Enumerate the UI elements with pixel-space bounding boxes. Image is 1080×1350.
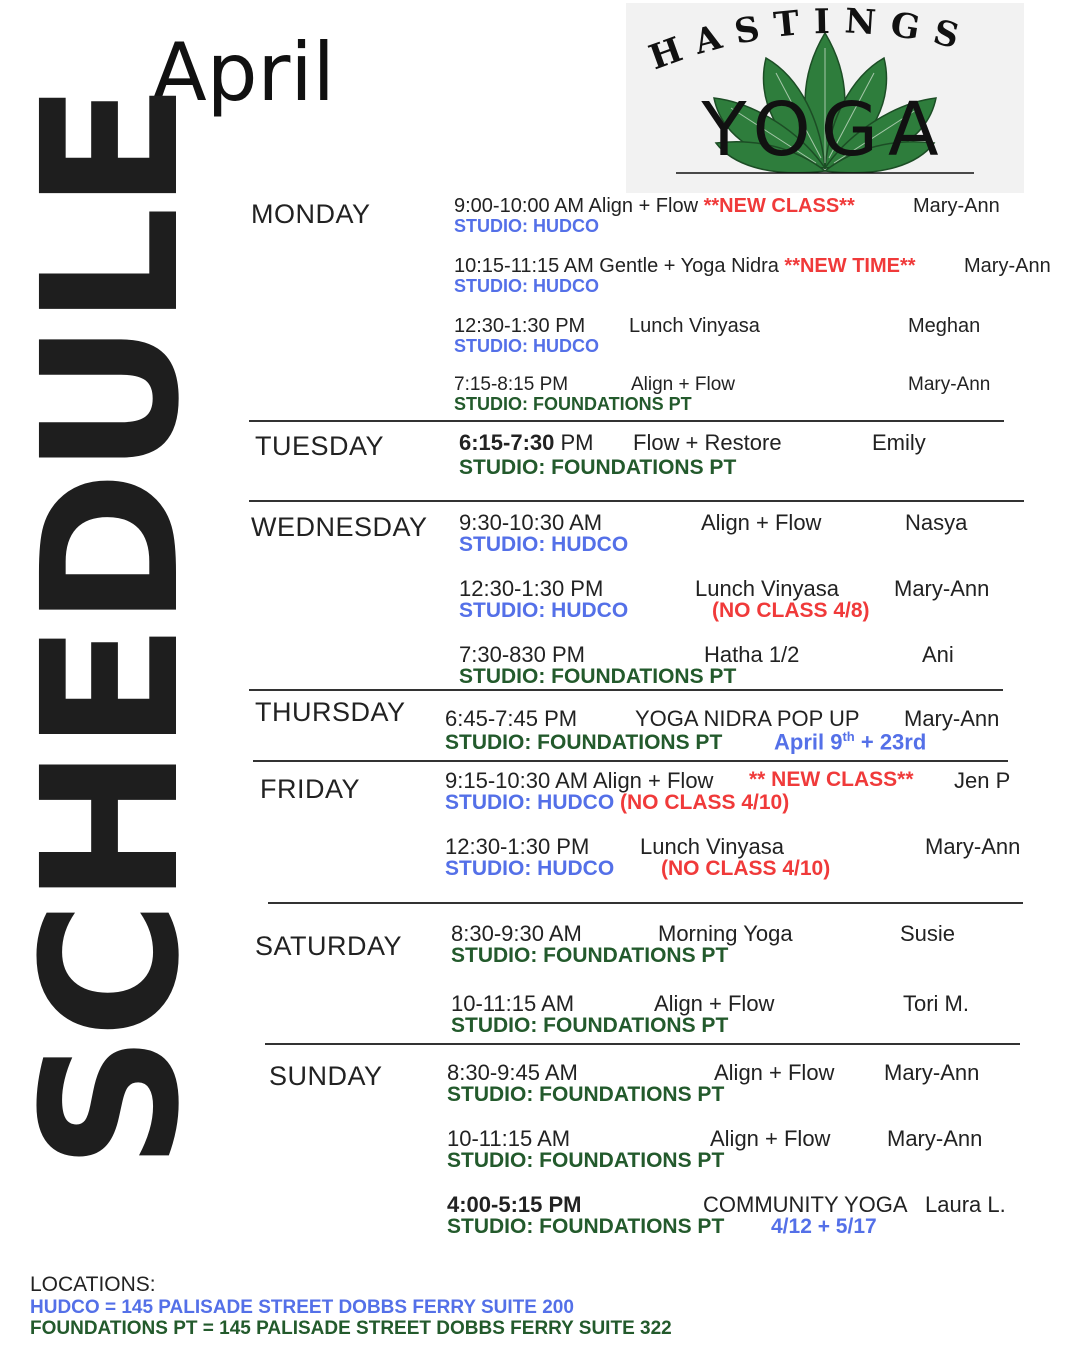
studio-label: STUDIO: HUDCO: [459, 533, 629, 556]
community-dates: 4/12 + 5/17: [771, 1215, 877, 1238]
teacher-name: Susie: [900, 921, 956, 946]
studio-label: STUDIO: HUDCO: [459, 599, 629, 622]
studio-label: STUDIO: HUDCO: [454, 336, 599, 356]
class-name: COMMUNITY YOGA: [703, 1192, 908, 1217]
class-name: Lunch Vinyasa: [640, 834, 784, 859]
class-name: Morning Yoga: [658, 921, 793, 946]
teacher-name: Mary-Ann: [908, 374, 991, 395]
class-time: 12:30-1:30 PM: [454, 315, 586, 337]
class-time: 9:00-10:00 AM Align + Flow **NEW CLASS**: [454, 195, 855, 217]
divider: [265, 1043, 1020, 1045]
studio-label: STUDIO: FOUNDATIONS PT: [459, 456, 737, 479]
class-name: Lunch Vinyasa: [629, 315, 760, 337]
divider: [249, 689, 1003, 691]
class-time: 10-11:15 AM: [447, 1126, 571, 1151]
class-time: 12:30-1:30 PM: [459, 576, 604, 601]
studio-label: STUDIO: FOUNDATIONS PT: [445, 731, 723, 754]
class-name: Align + Flow: [654, 991, 775, 1016]
class-time: 4:00-5:15 PM: [447, 1192, 582, 1217]
studio-label: STUDIO: FOUNDATIONS PT: [447, 1149, 725, 1172]
class-time: 8:30-9:30 AM: [451, 921, 582, 946]
teacher-name: Mary-Ann: [887, 1126, 983, 1151]
studio-label: STUDIO: FOUNDATIONS PT: [451, 1014, 729, 1037]
day-label-friday: FRIDAY: [260, 774, 361, 804]
divider: [253, 760, 1008, 762]
class-name: Align + Flow: [631, 374, 736, 395]
studio-label: STUDIO: HUDCO: [445, 857, 615, 880]
class-time: 10:15-11:15 AM Gentle + Yoga Nidra **NEW TIME**: [454, 255, 916, 277]
teacher-name: Ani: [922, 642, 954, 667]
location-hudco: HUDCO = 145 PALISADE STREET DOBBS FERRY SUITE 200: [30, 1297, 574, 1318]
teacher-name: Mary-Ann: [964, 255, 1051, 277]
studio-label: STUDIO: HUDCO: [454, 216, 599, 236]
studio-label: STUDIO: HUDCO (NO CLASS 4/10): [445, 791, 790, 814]
day-label-monday: MONDAY: [251, 199, 371, 229]
teacher-name: Mary-Ann: [884, 1060, 980, 1085]
teacher-name: Mary-Ann: [904, 706, 1000, 731]
day-label-sunday: SUNDAY: [269, 1061, 383, 1091]
class-time: 9:15-10:30 AM Align + Flow: [445, 768, 714, 793]
class-time: 10-11:15 AM: [451, 991, 575, 1016]
class-time: 7:15-8:15 PM: [454, 374, 569, 395]
teacher-name: Laura L.: [925, 1192, 1006, 1217]
class-name: Lunch Vinyasa: [695, 576, 839, 601]
new-class-flag: ** NEW CLASS**: [749, 768, 914, 791]
day-label-wednesday: WEDNESDAY: [251, 512, 428, 542]
teacher-name: Mary-Ann: [913, 195, 1000, 217]
teacher-name: Nasya: [905, 510, 968, 535]
teacher-name: Emily: [872, 430, 926, 455]
divider: [249, 500, 1024, 502]
class-name: Align + Flow: [710, 1126, 831, 1151]
pop-up-dates: April 9th + 23rd: [774, 729, 927, 755]
teacher-name: Meghan: [908, 315, 981, 337]
logo-top-text: HASTINGS: [644, 3, 977, 79]
teacher-name: Tori M.: [903, 991, 969, 1016]
teacher-name: Mary-Ann: [894, 576, 990, 601]
class-time: 12:30-1:30 PM: [445, 834, 590, 859]
class-name: Align + Flow: [701, 510, 822, 535]
no-class-note: (NO CLASS 4/8): [712, 599, 870, 622]
teacher-name: Jen P: [954, 768, 1011, 793]
locations-heading: LOCATIONS:: [30, 1273, 156, 1296]
class-time: 6:15-7:30 PM: [459, 430, 594, 455]
class-name: YOGA NIDRA POP UP: [635, 706, 860, 731]
no-class-note: (NO CLASS 4/10): [661, 857, 831, 880]
class-name: Flow + Restore: [633, 430, 782, 455]
hastings-yoga-logo: [626, 3, 1024, 193]
class-time: 8:30-9:45 AM: [447, 1060, 578, 1085]
studio-label: STUDIO: FOUNDATIONS PT: [459, 665, 737, 688]
divider: [268, 902, 1023, 904]
class-time: 9:30-10:30 AM: [459, 510, 603, 535]
studio-label: STUDIO: FOUNDATIONS PT: [447, 1083, 725, 1106]
studio-label: STUDIO: FOUNDATIONS PT: [454, 394, 692, 414]
class-name: Align + Flow: [714, 1060, 835, 1085]
class-time: 7:30-830 PM: [459, 642, 585, 667]
class-time: 6:45-7:45 PM: [445, 706, 578, 731]
class-name: Hatha 1/2: [704, 642, 800, 667]
day-label-saturday: SATURDAY: [255, 931, 403, 961]
studio-label: STUDIO: FOUNDATIONS PT: [451, 944, 729, 967]
studio-label: STUDIO: FOUNDATIONS PT: [447, 1215, 725, 1238]
studio-label: STUDIO: HUDCO: [454, 276, 599, 296]
divider: [249, 420, 1004, 422]
month-title: April: [152, 26, 335, 119]
logo-main-text: YOGA: [701, 87, 949, 173]
lotus-logo-icon: [626, 3, 1024, 193]
teacher-name: Mary-Ann: [925, 834, 1021, 859]
schedule-vertical-title: SCHEDULE: [2, 85, 221, 1170]
day-label-tuesday: TUESDAY: [255, 431, 385, 461]
location-foundations: FOUNDATIONS PT = 145 PALISADE STREET DOBBS FERRY SUITE 322: [30, 1318, 672, 1339]
day-label-thursday: THURSDAY: [255, 697, 406, 727]
